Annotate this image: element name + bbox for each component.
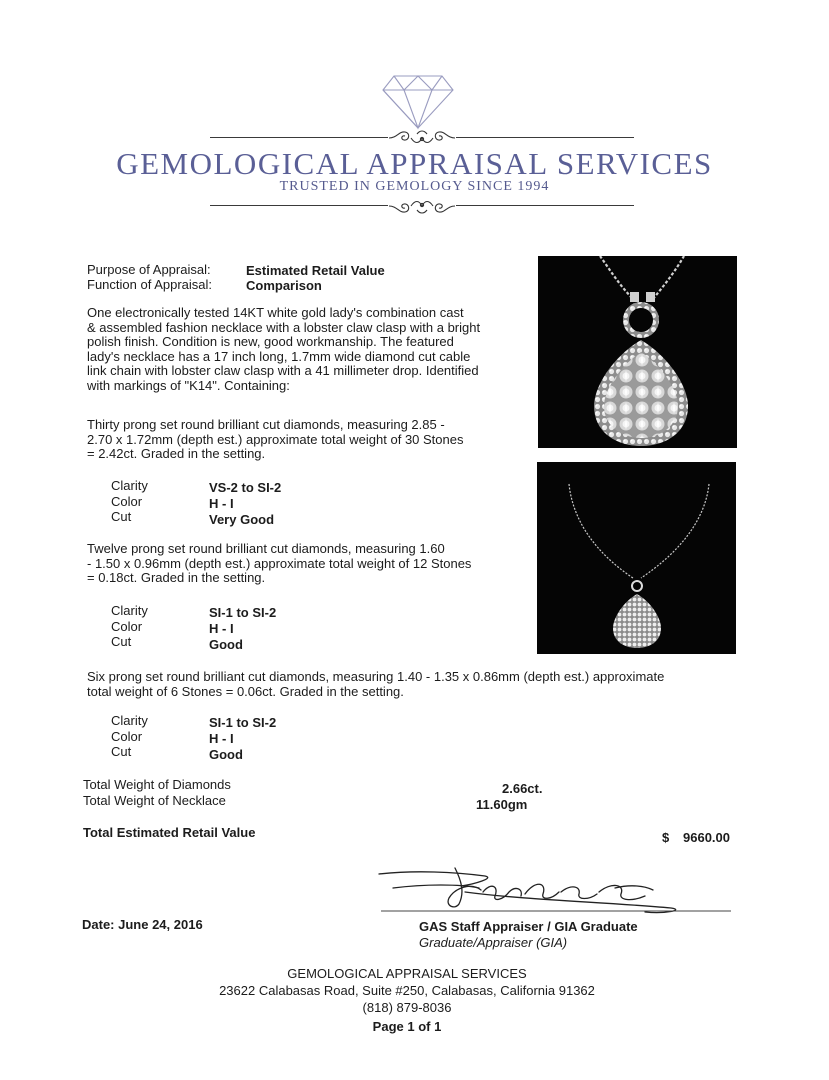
appraisal-date: Date: June 24, 2016 (82, 917, 203, 932)
company-tagline: TRUSTED IN GEMOLOGY SINCE 1994 (279, 179, 550, 194)
total-retail-label: Total Estimated Retail Value (83, 825, 256, 840)
color-label: Color (111, 619, 143, 634)
footer-address: 23622 Calabasas Road, Suite #250, Calabasas, California 91362 (219, 983, 595, 998)
total-necklace-value: 11.60gm (476, 797, 528, 812)
necklace-full-photo (537, 462, 736, 654)
appraiser-title: GAS Staff Appraiser / GIA Graduate (419, 919, 638, 934)
color-label: Color (111, 729, 143, 744)
company-name: GEMOLOGICAL APPRAISAL SERVICES (116, 146, 713, 181)
stone-group-2-description (87, 542, 532, 586)
item-description (87, 306, 532, 393)
header-rule-bottom-left (210, 205, 388, 206)
description-line: lady's necklace has a 17 inch long, 1.7mm wide diamond cut cable (87, 348, 471, 364)
scroll-swirl-icon (387, 128, 457, 148)
purpose-label: Purpose of Appraisal: (87, 262, 211, 277)
appraiser-subtitle: Graduate/Appraiser (GIA) (419, 935, 568, 950)
clarity-value: SI-1 to SI-2 (209, 715, 277, 730)
page-number: Page 1 of 1 (372, 1019, 442, 1034)
clarity-value: VS-2 to SI-2 (209, 480, 282, 495)
total-necklace-label: Total Weight of Necklace (83, 793, 226, 808)
description-line: & assembled fashion necklace with a lobster claw clasp with a bright (87, 319, 481, 335)
scroll-swirl-icon (387, 196, 457, 216)
currency-symbol: $ (662, 830, 670, 845)
description-line: One electronically tested 14KT white gold lady's combination cast (87, 305, 464, 320)
stone-line: Six prong set round brilliant cut diamonds, measuring 1.40 - 1.35 x 0.86mm (depth est.) approximate (87, 669, 665, 684)
stone-group-3-description (87, 670, 707, 699)
header-rule-bottom-right (456, 205, 634, 206)
color-value: H - I (209, 496, 234, 511)
stone-line: = 0.18ct. Graded in the setting. (87, 570, 266, 585)
description-line: polish finish. Condition is new, good workmanship. The featured (87, 334, 454, 349)
description-line: link chain with lobster claw clasp with a 41 millimeter drop. Identified (87, 363, 479, 378)
color-value: H - I (209, 621, 234, 636)
cut-value: Very Good (209, 512, 275, 527)
cut-label: Cut (111, 509, 132, 524)
clarity-label: Clarity (111, 603, 148, 618)
stone-group-1-description (87, 418, 532, 462)
cut-label: Cut (111, 744, 132, 759)
total-diamonds-label: Total Weight of Diamonds (83, 777, 231, 792)
pendant-closeup-photo (538, 256, 737, 448)
total-diamonds-value: 2.66ct. (502, 781, 543, 796)
footer-company: GEMOLOGICAL APPRAISAL SERVICES (287, 966, 527, 981)
color-label: Color (111, 494, 143, 509)
cut-label: Cut (111, 634, 132, 649)
stone-line: = 2.42ct. Graded in the setting. (87, 446, 266, 461)
stone-line: Twelve prong set round brilliant cut diamonds, measuring 1.60 (87, 541, 445, 556)
color-value: H - I (209, 731, 234, 746)
clarity-label: Clarity (111, 478, 148, 493)
diamond-logo-icon (380, 72, 456, 130)
description-line: with markings of "K14". Containing: (87, 377, 290, 393)
stone-line: 2.70 x 1.72mm (depth est.) approximate total weight of 30 Stones (87, 431, 464, 447)
header-rule-top-left (210, 137, 388, 138)
footer-phone: (818) 879-8036 (362, 1000, 452, 1015)
total-retail-value: 9660.00 (683, 830, 730, 845)
header-rule-top-right (456, 137, 634, 138)
clarity-value: SI-1 to SI-2 (209, 605, 277, 620)
purpose-value: Estimated Retail Value (246, 263, 385, 278)
cut-value: Good (209, 747, 243, 762)
clarity-label: Clarity (111, 713, 148, 728)
stone-line: Thirty prong set round brilliant cut diamonds, measuring 2.85 - (87, 417, 445, 432)
stone-line: total weight of 6 Stones = 0.06ct. Graded in the setting. (87, 683, 404, 699)
handwritten-signature (375, 862, 735, 918)
stone-line: - 1.50 x 0.96mm (depth est.) approximate total weight of 12 Stones (87, 555, 472, 571)
cut-value: Good (209, 637, 243, 652)
function-label: Function of Appraisal: (87, 277, 213, 292)
function-value: Comparison (246, 278, 322, 293)
